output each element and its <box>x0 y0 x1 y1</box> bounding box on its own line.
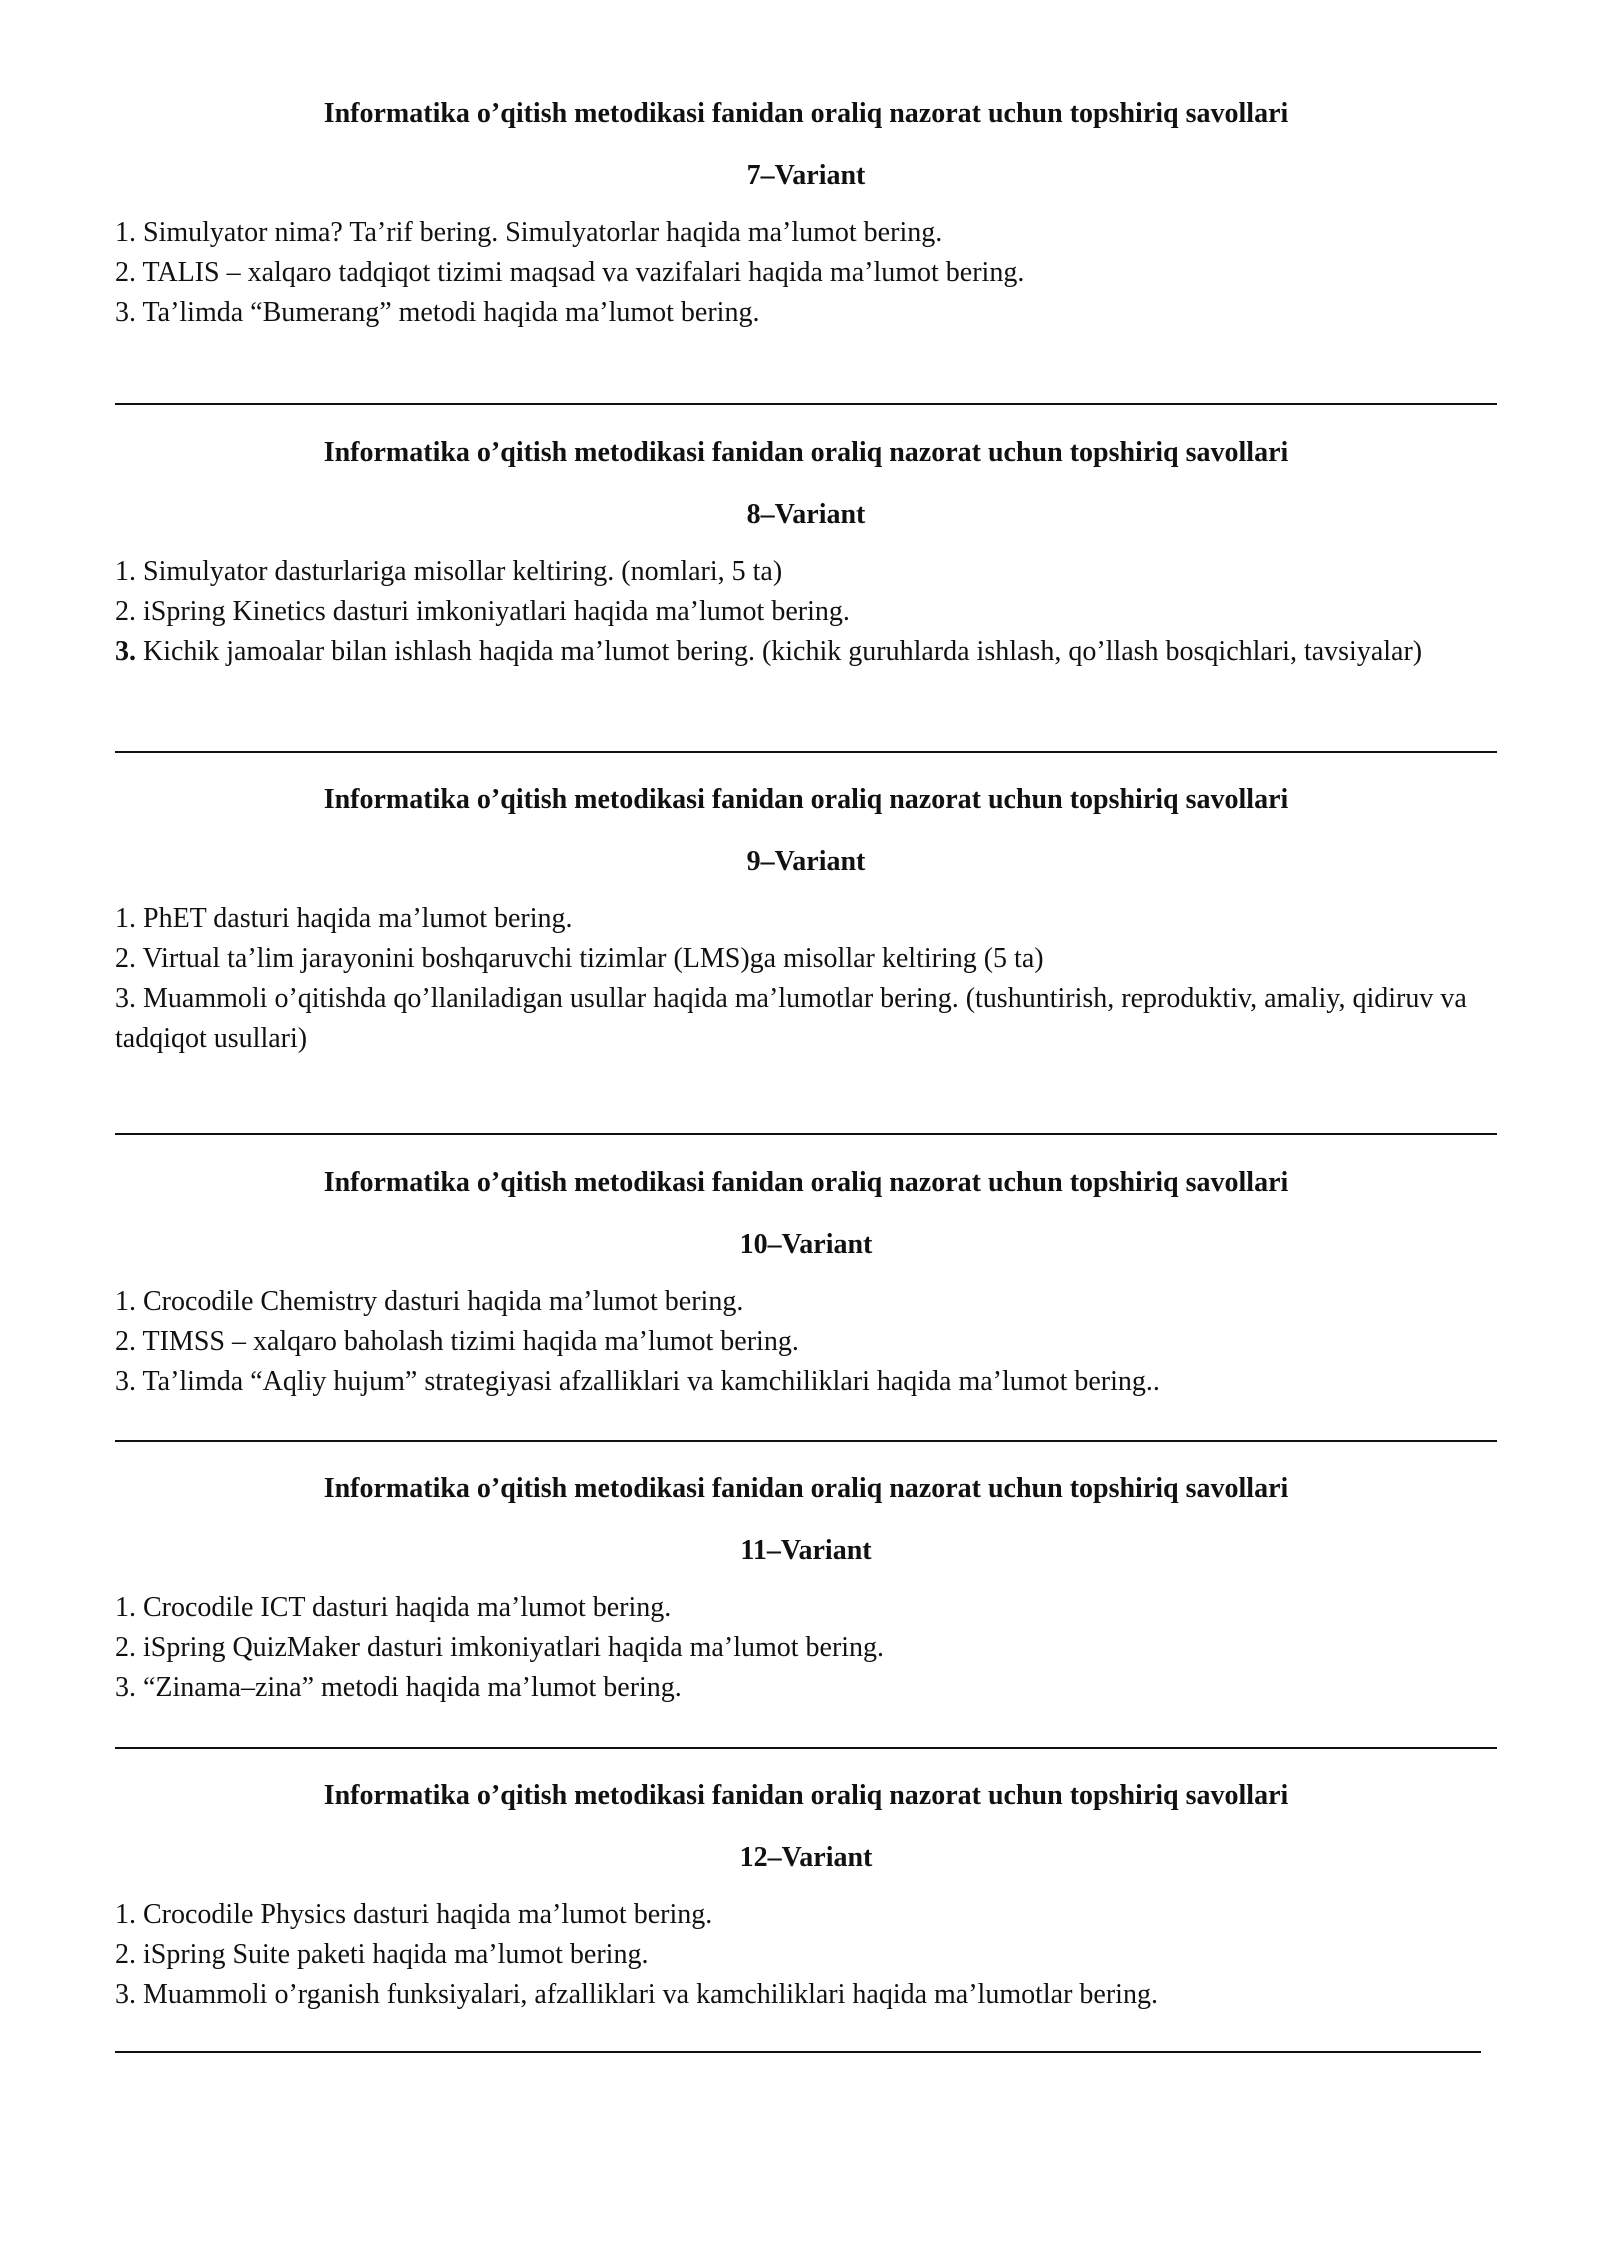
question-item <box>115 1628 1497 1668</box>
question-number: 1. <box>115 1286 136 1317</box>
question-text: PhET dasturi haqida ma’lumot bering. <box>143 903 573 934</box>
question-text: TALIS – xalqaro tadqiqot tizimi maqsad va vazifalari haqida ma’lumot bering. <box>142 257 1025 288</box>
question-text: Crocodile Physics dasturi haqida ma’lumot bering. <box>143 1899 713 1930</box>
question-number: 3. <box>115 636 136 667</box>
question-list <box>115 1588 1497 1708</box>
section-divider <box>115 1440 1497 1442</box>
question-item <box>115 1588 1497 1628</box>
question-text: TIMSS – xalqaro baholash tizimi haqida ma’lumot bering. <box>142 1326 799 1357</box>
question-item <box>115 293 1497 333</box>
question-item <box>115 1362 1497 1402</box>
question-list <box>115 213 1497 333</box>
question-number: 3. <box>115 1672 136 1703</box>
question-item <box>115 1975 1497 2015</box>
question-number: 2. <box>115 1939 136 1970</box>
section-title: Informatika o’qitish metodikasi fanidan oraliq nazorat uchun topshiriq savollari <box>323 1473 1289 1504</box>
question-item <box>115 1282 1497 1322</box>
question-item <box>115 253 1497 293</box>
question-text: Kichik jamoalar bilan ishlash haqida ma’lumot bering. (kichik guruhlarda ishlash, qo’llash bosqichlari, tavsiyalar) <box>143 636 1423 667</box>
variant-heading: 11–Variant <box>740 1535 872 1566</box>
question-item <box>115 632 1497 672</box>
variant-section <box>115 436 1497 672</box>
variant-heading: 10–Variant <box>739 1229 873 1260</box>
question-item <box>115 1322 1497 1362</box>
question-text: “Zinama–zina” metodi haqida ma’lumot bering. <box>143 1672 682 1703</box>
variant-heading: 12–Variant <box>739 1842 873 1873</box>
question-list <box>115 552 1497 672</box>
section-divider <box>115 1133 1497 1135</box>
variant-section <box>115 1166 1497 1402</box>
question-text: Muammoli o’qitishda qo’llaniladigan usullar haqida ma’lumotlar bering. (tushuntirish, reproduktiv, amaliy, qidiruv va tadqiqot usullari) <box>115 983 1467 1054</box>
question-number: 1. <box>115 1899 136 1930</box>
question-item <box>115 939 1497 979</box>
question-item <box>115 1935 1497 1975</box>
question-item <box>115 1668 1497 1708</box>
question-number: 1. <box>115 556 136 587</box>
question-item <box>115 1895 1497 1935</box>
question-item <box>115 552 1497 592</box>
question-item <box>115 213 1497 253</box>
section-title: Informatika o’qitish metodikasi fanidan oraliq nazorat uchun topshiriq savollari <box>323 437 1289 468</box>
variant-section <box>115 783 1497 1059</box>
variant-heading: 9–Variant <box>746 846 866 877</box>
question-text: Muammoli o’rganish funksiyalari, afzalliklari va kamchiliklari haqida ma’lumotlar bering. <box>143 1979 1158 2010</box>
question-text: Crocodile ICT dasturi haqida ma’lumot bering. <box>143 1592 672 1623</box>
question-number: 2. <box>115 596 136 627</box>
section-title: Informatika o’qitish metodikasi fanidan oraliq nazorat uchun topshiriq savollari <box>323 784 1289 815</box>
section-divider <box>115 751 1497 753</box>
question-number: 2. <box>115 1632 136 1663</box>
question-number: 1. <box>115 217 136 248</box>
variant-section <box>115 97 1497 333</box>
question-number: 1. <box>115 903 136 934</box>
question-number: 3. <box>115 983 136 1014</box>
question-number: 2. <box>115 943 136 974</box>
question-number: 3. <box>115 297 136 328</box>
variant-section <box>115 1779 1497 2015</box>
section-divider <box>115 2051 1481 2053</box>
question-number: 3. <box>115 1366 136 1397</box>
variant-section <box>115 1472 1497 1708</box>
section-divider <box>115 403 1497 405</box>
section-title: Informatika o’qitish metodikasi fanidan oraliq nazorat uchun topshiriq savollari <box>323 1780 1289 1811</box>
question-list <box>115 1895 1497 2015</box>
section-title: Informatika o’qitish metodikasi fanidan oraliq nazorat uchun topshiriq savollari <box>323 98 1289 129</box>
question-list <box>115 899 1497 1059</box>
question-text: Simulyator dasturlariga misollar keltiring. (nomlari, 5 ta) <box>143 556 783 587</box>
question-text: iSpring Kinetics dasturi imkoniyatlari haqida ma’lumot bering. <box>143 596 850 627</box>
question-item <box>115 592 1497 632</box>
question-item <box>115 979 1497 1059</box>
variant-heading: 7–Variant <box>746 160 866 191</box>
question-number: 3. <box>115 1979 136 2010</box>
question-text: iSpring QuizMaker dasturi imkoniyatlari haqida ma’lumot bering. <box>143 1632 885 1663</box>
section-title: Informatika o’qitish metodikasi fanidan oraliq nazorat uchun topshiriq savollari <box>323 1167 1289 1198</box>
question-number: 2. <box>115 257 136 288</box>
question-text: Virtual ta’lim jarayonini boshqaruvchi tizimlar (LMS)ga misollar keltiring (5 ta) <box>142 943 1044 974</box>
variant-heading: 8–Variant <box>746 499 866 530</box>
question-item <box>115 899 1497 939</box>
question-text: Ta’limda “Aqliy hujum” strategiyasi afzalliklari va kamchiliklari haqida ma’lumot bering.. <box>142 1366 1160 1397</box>
question-text: iSpring Suite paketi haqida ma’lumot bering. <box>143 1939 649 1970</box>
section-divider <box>115 1747 1497 1749</box>
question-list <box>115 1282 1497 1402</box>
question-text: Crocodile Chemistry dasturi haqida ma’lumot bering. <box>143 1286 744 1317</box>
question-number: 2. <box>115 1326 136 1357</box>
question-text: Ta’limda “Bumerang” metodi haqida ma’lumot bering. <box>142 297 760 328</box>
question-text: Simulyator nima? Ta’rif bering. Simulyatorlar haqida ma’lumot bering. <box>143 217 943 248</box>
question-number: 1. <box>115 1592 136 1623</box>
